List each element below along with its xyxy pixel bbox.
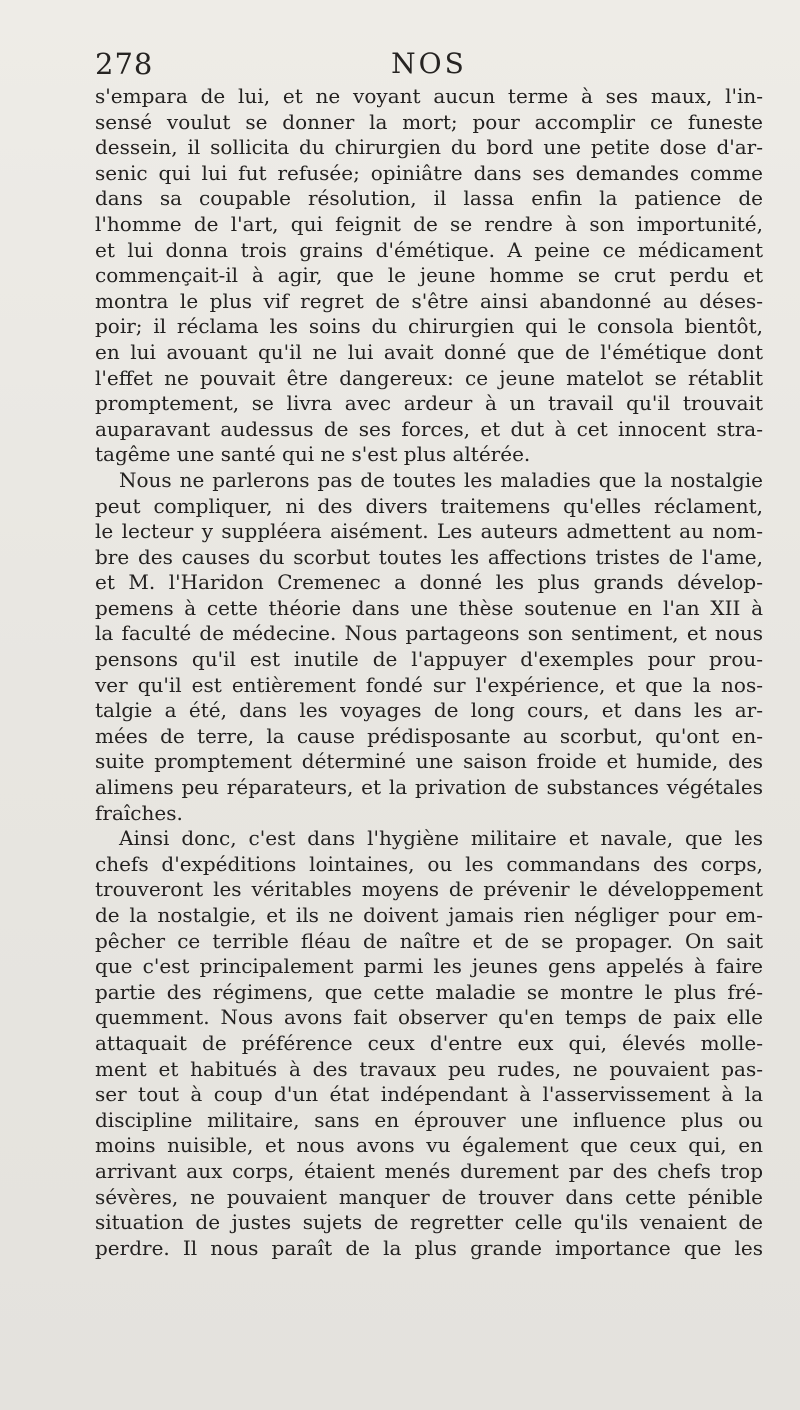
text-line: bre des causes du scorbut toutes les affections tristes de l'ame, (95, 544, 763, 569)
text-line: tagême une santé qui ne s'est plus altérée. (95, 442, 531, 467)
text-line: ver qu'il est entièrement fondé sur l'expérience, et que la nos- (95, 672, 763, 697)
text-line: pemens à cette théorie dans une thèse soutenue en l'an XII à (95, 595, 763, 620)
page-number: 278 (95, 47, 154, 81)
text-line: ser tout à coup d'un état indépendant à l'asservissement à la (95, 1082, 763, 1107)
text-line: dessein, il sollicita du chirurgien du bord une petite dose d'ar- (95, 135, 763, 160)
text-line: l'effet ne pouvait être dangereux: ce jeune matelot se rétablit (95, 365, 763, 390)
text-line: auparavant audessus de ses forces, et dut à cet innocent stra- (95, 416, 763, 441)
text-line: commençait-il à agir, que le jeune homme se crut perdu et (95, 263, 763, 288)
text-line: attaquait de préférence ceux d'entre eux qui, élevés molle- (95, 1030, 763, 1055)
text-line: Ainsi donc, c'est dans l'hygiène militaire et navale, que les (119, 826, 763, 851)
text-line: la faculté de médecine. Nous partageons son sentiment, et nous (95, 621, 763, 646)
text-line: montra le plus vif regret de s'être ainsi abandonné au déses- (95, 288, 763, 313)
text-line: Nous ne parlerons pas de toutes les maladies que la nostalgie (119, 467, 763, 492)
text-line: chefs d'expéditions lointaines, ou les commandans des corps, (95, 851, 763, 876)
text-line: suite promptement déterminé une saison froide et humide, des (95, 749, 763, 774)
text-line: s'empara de lui, et ne voyant aucun terme à ses maux, l'in- (95, 84, 763, 108)
text-line: senic qui lui fut refusée; opiniâtre dans ses demandes comme (95, 160, 763, 185)
text-line: le lecteur y suppléera aisément. Les auteurs admettent au nom- (95, 519, 763, 544)
text-line: perdre. Il nous paraît de la plus grande importance que les (95, 1235, 763, 1260)
text-line: mées de terre, la cause prédisposante au scorbut, qu'ont en- (95, 723, 763, 748)
text-line: pensons qu'il est inutile de l'appuyer d'exemples pour prou- (95, 647, 763, 672)
text-line: ment et habitués à des travaux peu rudes, ne pouvaient pas- (95, 1056, 763, 1081)
text-line: et lui donna trois grains d'émétique. A peine ce médicament (95, 237, 763, 262)
text-line: pêcher ce terrible fléau de naître et de se propager. On sait (95, 928, 763, 953)
text-line: sensé voulut se donner la mort; pour accomplir ce funeste (95, 109, 763, 134)
text-line: l'homme de l'art, qui feignit de se rendre à son importunité, (95, 211, 763, 236)
text-line: de la nostalgie, et ils ne doivent jamais rien négliger pour em- (95, 903, 763, 927)
text-line: en lui avouant qu'il ne lui avait donné que de l'émétique dont (95, 339, 763, 364)
paragraph (95, 84, 763, 468)
text-line: fraîches. (95, 800, 183, 825)
text-line: poir; il réclama les soins du chirurgien qui le consola bientôt, (95, 314, 763, 339)
text-line: sévères, ne pouvaient manquer de trouver dans cette pénible (95, 1184, 763, 1209)
paragraph (95, 826, 763, 1261)
text-line: que c'est principalement parmi les jeunes gens appelés à faire (95, 954, 763, 979)
text-line: partie des régimens, que cette maladie se montre le plus fré- (95, 979, 763, 1004)
running-head: NOS (391, 47, 467, 80)
text-line: moins nuisible, et nous avons vu également que ceux qui, en (95, 1133, 763, 1158)
text-line: situation de justes sujets de regretter celle qu'ils venaient de (95, 1210, 763, 1235)
text-line: peut compliquer, ni des divers traitemens qu'elles réclament, (95, 493, 763, 518)
text-line: dans sa coupable résolution, il lassa enfin la patience de (95, 186, 763, 211)
body-text (95, 84, 763, 1261)
text-line: discipline militaire, sans en éprouver une influence plus ou (95, 1107, 763, 1132)
text-line: promptement, se livra avec ardeur à un travail qu'il trouvait (95, 391, 763, 416)
text-line: trouveront les véritables moyens de prévenir le développement (95, 877, 763, 902)
page-header (95, 44, 763, 84)
text-line: et M. l'Haridon Cremenec a donné les plus grands dévelop- (95, 570, 763, 595)
text-line: alimens peu réparateurs, et la privation de substances végétales (95, 775, 763, 800)
text-line: talgie a été, dans les voyages de long cours, et dans les ar- (95, 698, 763, 723)
text-line: arrivant aux corps, étaient menés durement par des chefs trop (95, 1158, 763, 1183)
text-line: quemment. Nous avons fait observer qu'en temps de paix elle (95, 1005, 763, 1030)
paragraph (95, 468, 763, 826)
